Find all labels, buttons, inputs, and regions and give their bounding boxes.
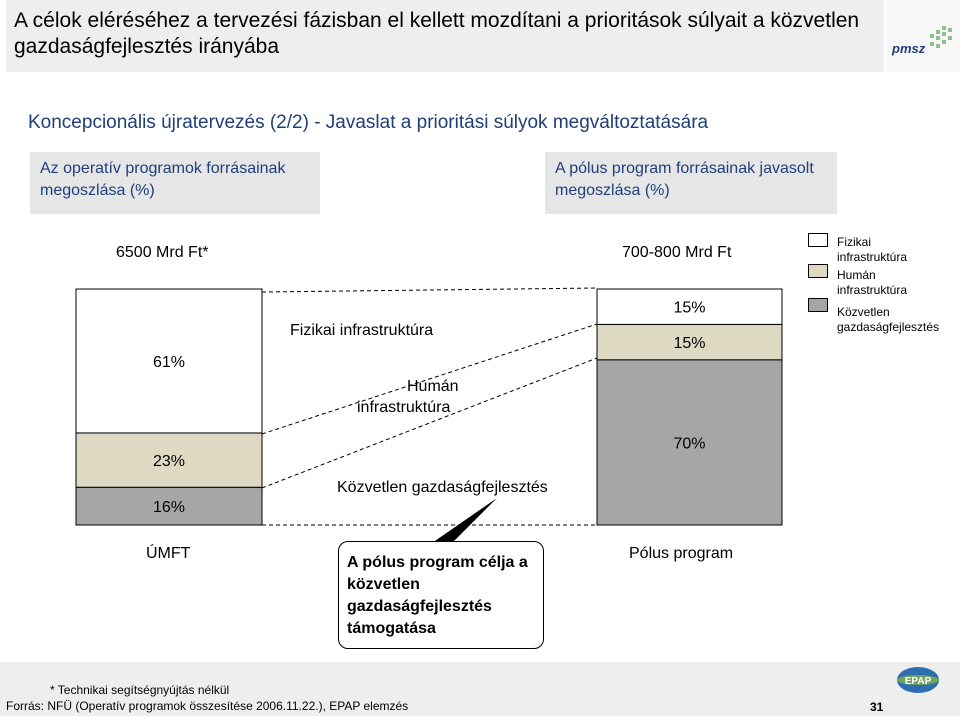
right-total: 700-800 Mrd Ft (622, 244, 732, 261)
data-label-polus-human: 15% (673, 335, 706, 353)
data-label-umft-fizikai: 61% (152, 353, 186, 371)
data-label-umft-human: 23% (152, 453, 186, 471)
right-caption-box: A pólus program forrásainak javasolt megoszlása (%) (545, 152, 837, 214)
legend-label-kozvetlen-line1: Közvetlen (837, 305, 890, 319)
legend-label-kozvetlen-line2: gazdaságfejlesztés (837, 320, 940, 334)
connector-label-human-line2: infrastruktúra (357, 399, 451, 416)
subtitle: Koncepcionális újratervezés (2/2) - Javaslat a prioritási súlyok megváltoztatására (28, 112, 709, 133)
connector-fizikai-top (262, 288, 597, 292)
connector-label-human-line1: Humán (407, 378, 459, 395)
legend-swatch-kozvetlen (808, 298, 828, 312)
data-label-polus-kozvetlen: 70% (673, 435, 706, 453)
slide-title: A célok eléréséhez a tervezési fázisban el kellett mozdítani a prioritások súlyait a közvetlen gazdaságfejlesztés irányába (14, 9, 860, 58)
legend-label-human-line1: Humán (837, 268, 876, 282)
epap-logo-text: EPAP (904, 676, 932, 687)
callout-box: A pólus program célja a közvetlen gazdaságfejlesztés támogatása (338, 541, 544, 649)
page-number: 31 (870, 700, 884, 714)
footnote-star: * Technikai segítségnyújtás nélkül (50, 683, 230, 697)
left-caption-box: Az operatív programok forrásainak megoszlása (%) (30, 152, 320, 214)
footnote-source: Forrás: NFÜ (Operatív programok összesítése 2006.11.22.), EPAP elemzés (6, 699, 409, 713)
epap-logo (896, 666, 940, 694)
callout-pointer (432, 498, 497, 543)
legend-swatch-human (808, 264, 828, 278)
category-label-polus: Pólus program (629, 545, 734, 562)
data-label-umft-kozvetlen: 16% (152, 499, 186, 517)
legend-label-fizikai-line2: infrastruktúra (837, 250, 908, 264)
legend-label-fizikai-line1: Fizikai (837, 235, 872, 249)
legend-label-human-line2: infrastruktúra (837, 283, 908, 297)
data-label-polus-fizikai: 15% (673, 299, 706, 317)
connector-label-fizikai: Fizikai infrastruktúra (290, 322, 434, 339)
left-total: 6500 Mrd Ft* (116, 244, 209, 261)
legend-swatch-fizikai (808, 233, 828, 247)
connector-label-kozvetlen: Közvetlen gazdaságfejlesztés (337, 479, 548, 496)
category-label-umft: ÚMFT (146, 545, 191, 562)
pmsz-logo-text: pmsz (892, 41, 926, 56)
